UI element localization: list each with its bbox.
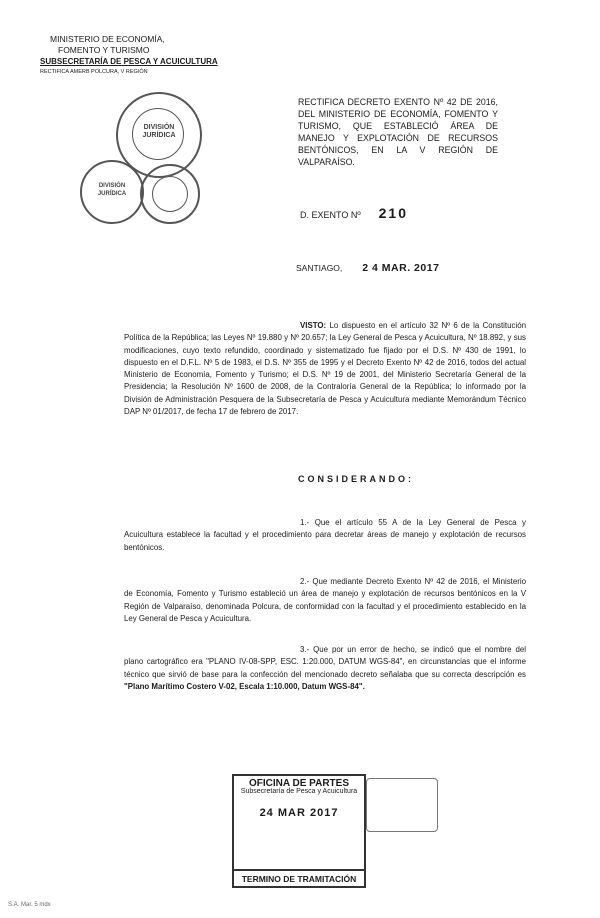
corner-handwritten-note: S.A. Mar. 5 mdx [8,902,51,908]
ministry-header [40,34,218,78]
oficina-de-partes-stamp [232,774,366,888]
header-line-reference: RECTIFICA AMERB POLCURA, V REGIÓN [40,69,148,75]
considerando-1: 1.- Que el artículo 55 A de la Ley General de Pesca y Acuicultura establece la facultad y el procedimiento para decretar áreas de manejo y explotación de recursos bentónicos. [124,518,526,552]
considerando-2: 2.- Que mediante Decreto Exento Nº 42 de 2016, el Ministerio de Economía, Fomento y Turismo estableció un área de manejo y explotación de recursos bentónicos en la V Región de Valparaíso, denominada Polcura, de conformidad con la facultad y el procedimiento establecido en la Ley General de Pesca y Acuicultura. [124,577,526,623]
decree-number-line [300,205,408,221]
decree-number: 210 [378,205,408,221]
decree-label: D. EXENTO Nº [300,210,361,220]
oficina-footer: TERMINO DE TRAMITACIÓN [234,869,364,884]
seal-juridica-line: JURÍDICA [142,132,176,139]
header-line-fomento: FOMENTO Y TURISMO [58,45,150,55]
signature-seal [140,164,200,224]
visto-label: VISTO: [300,321,327,330]
considerando-3-correction: "Plano Marítimo Costero V-02, Escala 1:10.000, Datum WGS-84". [124,681,365,691]
signature-box-stamp [366,778,438,832]
oficina-date: 24 MAR 2017 [259,807,339,819]
city: SANTIAGO, [296,263,343,273]
visto-text: Lo dispuesto en el artículo 32 Nº 6 de la Constitución Política de la República; las Leyes Nº 19.880 y Nº 20.657; la Ley General de Pesca y Acuicultura, Nº 18.892, y sus modificaciones, cuyo texto refundido, coordinado y sistematizado fue fijado por el D.S. Nº 430 de 1991, lo dispuesto en el D.F.L. Nº 5 de 1983, el D.S. Nº 355 de 1995 y el Decreto Exento Nº 42 de 2016, todos del actual Ministerio de Economía, Fomento y Turismo; el D.S. Nº 19 de 2001, del Ministerio Secretaría General de la Presidencia; la Resolución Nº 1600 de 2008, de la Contraloría General de la República; lo informado por la División de Administración Pesquera de la Subsecretaría de Pesca y Acuicultura mediante Memorándum Técnico DAP Nº 01/2017, de fecha 17 de febrero de 2017. [124,321,526,417]
considerando-3-text: 3.- Que por un error de hecho, se indicó que el nombre del plano cartográfico era "PLANO IV-08-SPP, ESC. 1:20.000, DATUM WGS-84", en circunstancias que el informe técnico que sirvió de base para la confección del mencionado decreto señalaba que su correcta descripción es [124,645,526,679]
visto-paragraph [124,320,526,418]
small-seal-line1: DIVISIÓN [98,183,126,189]
oficina-subtitle: Subsecretaría de Pesca y Acuicultura [240,788,358,795]
oficina-title: OFICINA DE PARTES [248,778,349,789]
decree-title: RECTIFICA DECRETO EXENTO Nº 42 DE 2016, DEL MINISTERIO DE ECONOMÍA, FOMENTO Y TURISMO, QUE ESTABLECIÓ ÁREA DE MANEJO Y EXPLOTACIÓN DE RECURSOS BENTÓNICOS, EN LA V REGIÓN DE VALPARAÍSO. [298,97,498,167]
decree-date-stamp: 2 4 MAR. 2017 [362,262,440,274]
header-line-ministry: MINISTERIO DE ECONOMÍA, [50,34,165,44]
small-seal-line2: JURÍDICA [97,191,127,197]
place-date-line [296,262,439,274]
considerando-heading: CONSIDERANDO: [298,474,415,484]
header-line-subsecretaria: SUBSECRETARÍA DE PESCA Y ACUICULTURA [40,57,218,66]
seal-division-line: DIVISIÓN [143,124,175,131]
considerando-3 [124,644,526,693]
small-round-seal [80,160,144,224]
